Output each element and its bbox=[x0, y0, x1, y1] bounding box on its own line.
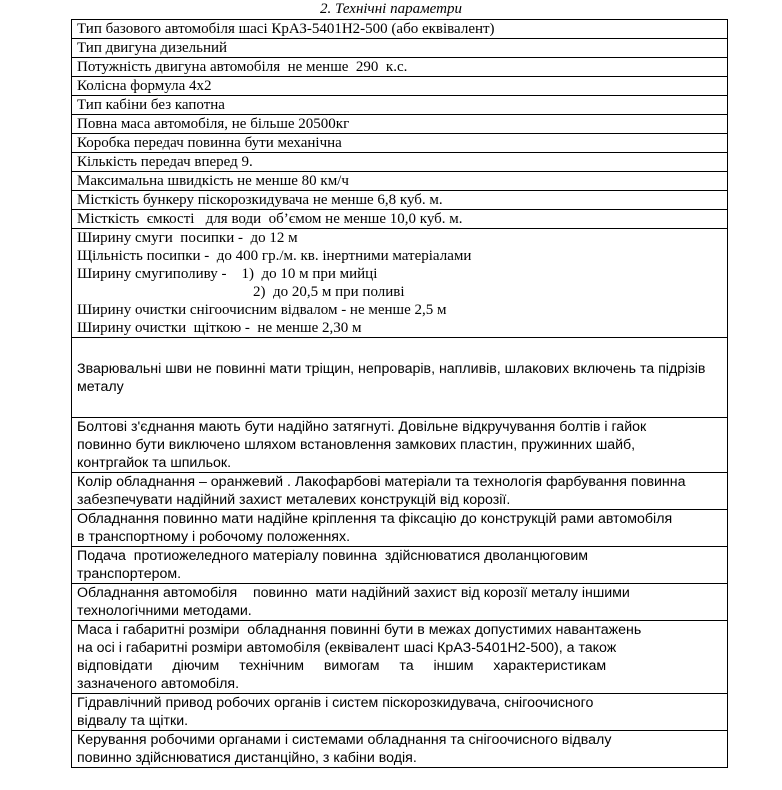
param-gearbox: Коробка передач повинна бути механічна bbox=[72, 134, 728, 153]
param-gross-mass: Повна маса автомобіля, не більше 20500кг bbox=[72, 115, 728, 134]
technical-parameters-table bbox=[71, 19, 728, 768]
table-row bbox=[72, 153, 728, 172]
param-cab-type: Тип кабіни без капотна bbox=[72, 96, 728, 115]
spread-density-text: Щільність посипки - до 400 гр./м. кв. інертними матеріалами bbox=[77, 248, 472, 264]
table-row bbox=[72, 20, 728, 39]
mass-text-line: зазначеного автомобіля. bbox=[77, 676, 240, 692]
welds-text: Зварювальні шви не повинні мати тріщин, непроварів, напливів, шлакових включень та підрізів металу bbox=[77, 360, 706, 395]
mass-text-line: відповідати діючим технічним вимогам та іншим характеристикам bbox=[77, 658, 607, 674]
control-text-line: Керування робочими органами і системами обладнання та снігоочисного відвалу bbox=[77, 732, 612, 748]
snowplow-width-text: Ширину очистки снігоочисним відвалом - не менше 2,5 м bbox=[77, 302, 447, 318]
table-row bbox=[72, 338, 728, 418]
table-row bbox=[72, 172, 728, 191]
corrosion-requirement-cell bbox=[72, 584, 728, 621]
wetting-width-text: Ширину смугиполиву - 1) до 10 м при мийці bbox=[77, 266, 378, 282]
welds-requirement-cell bbox=[72, 338, 728, 418]
feed-text-line: Подача протиожеледного матеріалу повинна здійснюватися дволанцюговим bbox=[77, 548, 589, 564]
wetting-width-2-text: 2) до 20,5 м при поливі bbox=[253, 284, 405, 300]
mass-requirement-cell bbox=[72, 621, 728, 694]
hydraulic-text-line: Гідравлічний привод робочих органів і систем піскорозкидувача, снігоочисного bbox=[77, 695, 594, 711]
color-text-line: забезпечувати надійний захист металевих конструкцій від корозії. bbox=[77, 492, 511, 508]
bolts-text-line: контргайок та шпильок. bbox=[77, 455, 232, 471]
table-row bbox=[72, 210, 728, 229]
table-row bbox=[72, 731, 728, 768]
brush-width-text: Ширину очистки щіткою - не менше 2,30 м bbox=[77, 320, 362, 336]
color-requirement-cell bbox=[72, 473, 728, 510]
table-row bbox=[72, 694, 728, 731]
param-sand-hopper: Місткість бункеру піскорозкидувача не менше 6,8 куб. м. bbox=[72, 191, 728, 210]
table-row bbox=[72, 621, 728, 694]
table-row bbox=[72, 115, 728, 134]
table-row bbox=[72, 229, 728, 338]
table-row bbox=[72, 547, 728, 584]
mass-text-line: Маса і габаритні розміри обладнання повинні бути в межах допустимих навантажень bbox=[77, 622, 642, 638]
color-text-line: Колір обладнання – оранжевий . Лакофарбові матеріали та технологія фарбування повинна bbox=[77, 474, 686, 490]
param-engine-type: Тип двигуна дизельний bbox=[72, 39, 728, 58]
param-max-speed: Максимальна швидкість не менше 80 км/ч bbox=[72, 172, 728, 191]
corrosion-text-line: технологічними методами. bbox=[77, 603, 252, 619]
mounting-text-line: в транспортному і робочому положеннях. bbox=[77, 529, 351, 545]
control-requirement-cell bbox=[72, 731, 728, 768]
mounting-requirement-cell bbox=[72, 510, 728, 547]
feed-text-line: транспортером. bbox=[77, 566, 182, 582]
table-row bbox=[72, 473, 728, 510]
strip-width-text: Ширину смуги посипки - до 12 м bbox=[77, 230, 298, 246]
hydraulic-requirement-cell bbox=[72, 694, 728, 731]
spreading-parameters-cell bbox=[72, 229, 728, 338]
bolts-text-line: повинно бути виключено шляхом встановлення замкових пластин, пружинних шайб, bbox=[77, 437, 636, 453]
param-water-tank: Місткість ємкості для води об’ємом не менше 10,0 куб. м. bbox=[72, 210, 728, 229]
bolts-requirement-cell bbox=[72, 418, 728, 473]
section-title: 2. Технічні параметри bbox=[320, 1, 462, 17]
table-row bbox=[72, 39, 728, 58]
control-text-line: повинно здійснюватися дистанційно, з кабіни водія. bbox=[77, 750, 417, 766]
param-wheel-formula: Колісна формула 4х2 bbox=[72, 77, 728, 96]
table-row bbox=[72, 96, 728, 115]
corrosion-text-line: Обладнання автомобіля повинно мати надійний захист від корозії металу іншими bbox=[77, 585, 630, 601]
param-base-chassis: Тип базового автомобіля шасі КрАЗ-5401Н2-500 (або еквівалент) bbox=[72, 20, 728, 39]
hydraulic-text-line: відвалу та щітки. bbox=[77, 713, 189, 729]
feed-requirement-cell bbox=[72, 547, 728, 584]
table-row bbox=[72, 77, 728, 96]
table-row bbox=[72, 584, 728, 621]
table-row bbox=[72, 58, 728, 77]
param-forward-gears: Кількість передач вперед 9. bbox=[72, 153, 728, 172]
table-row bbox=[72, 134, 728, 153]
table-row bbox=[72, 510, 728, 547]
table-row bbox=[72, 418, 728, 473]
table-row bbox=[72, 191, 728, 210]
mass-text-line: на осі і габаритні розміри автомобіля (еквівалент шасі КрАЗ-5401Н2-500), а також bbox=[77, 640, 617, 656]
bolts-text-line: Болтові з'єднання мають бути надійно затягнуті. Довільне відкручування болтів і гайок bbox=[77, 419, 647, 435]
mounting-text-line: Обладнання повинно мати надійне кріплення та фіксацію до конструкцій рами автомобіля bbox=[77, 511, 673, 527]
param-engine-power: Потужність двигуна автомобіля не менше 290 к.с. bbox=[72, 58, 728, 77]
